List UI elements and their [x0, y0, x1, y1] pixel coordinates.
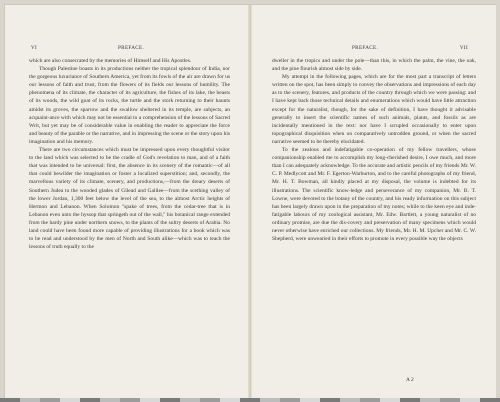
page-body	[29, 57, 230, 251]
paragraph: dweller in the tropics and under the pole—than this, in which the palm, the vine, the oak, and the pine flourish almost side by side.	[272, 58, 476, 73]
page-number: VI	[31, 45, 38, 51]
page-number: VII	[459, 45, 468, 51]
paragraph: Though Palestine boasts in its productions neither the tropical splendour of India, nor the gorgeous luxuriance of Southern America, yet from its fowls of the air are drawn for us our lessons of faith and trust, from the flowers of its fields our lessons of humility. The phenomena of its climate, the character of its agriculture, the fishes of its lake, the beasts of its woods, the wild goat of its rocks, the turtle and the stork returning to their haunts amidst its groves, the sparrow and the swallow sheltered in its temple, are subjects, an acquaint-ance with which may not be essential to a comprehension of the lessons of Sacred Writ, but yet may be of considerable value in enabling the reader to appreciate the force and beauty of the parable or the narrative, and in impressing the scene or the story upon his imagination and his memory.	[29, 66, 230, 145]
paragraph: My attempt in the following pages, which are for the most part a transcript of letters written on the spot, has been simply to convey the observations and impressions of each day as to the scenery, features, and products of the country through which we were passing: and I have kept back those technical details and enumerations which would have little attraction except for the naturalist, though, for the sake of definition, I have thought it advisable generally to insert the scientific names of such animals, plants, and fossils as are incidentally mentioned in the text: nor have I scrupled occasionally to enter upon topographical disquisition when on comparatively untrodden ground, or when the sacred narrative seemed to be thereby elucidated.	[272, 74, 476, 145]
right-page	[251, 5, 496, 398]
left-page	[5, 5, 250, 398]
paragraph: which are also consecrated by the memories of Himself and His Apostles.	[29, 58, 192, 64]
paragraph: There are two circumstances which must be impressed upon every thoughtful visitor to the land which was selected to be the cradle of God's revelation to man, and of a faith that was intended to be universal: first, the absence in its scenery of the romantic—of all that could bewilder the imagination or foster a localized superstition; and, secondly, the marvellous variety of its climate, scenery, and productions,—from the dreary deserts of Southern Judea to the wooded glades of Gilead and Galilee—from the scething valley of the lower Jordan, 1,300 feet below the level of the sea, to the almost Arctic heights of Hermon and Lebanon. When Solomon "spake of trees, from the cedar-tree that is in Lebanon even unto the hyssop that springeth out of the wall," his botanical range extended from the hardy pine under northern snows, to the plants of the sultry deserts of Arabia. No land could have been found more capable of providing illustrations for a book which was to be read and understood by the men of North and South alike—which was to teach the lessons of truth equally to the	[29, 147, 230, 251]
book-spread	[4, 4, 496, 398]
page-body	[272, 57, 476, 243]
signature-mark: A 2	[406, 377, 414, 383]
running-head: PREFACE.	[352, 45, 379, 51]
color-calibration-bar	[0, 398, 500, 402]
running-head: PREFACE.	[118, 45, 145, 51]
paragraph: To the zealous and indefatigable co-operation of my fellow travellers, whose companionship enabled me to accomplish my long-cherished desire, I owe much, and more than I can adequately acknowledge. To the accurate and artistic pencils of my friends Mr. W. C. P. Medlycott and Mr. F. Egerton-Warburton, and to the careful photographs of my friend, Mr. H. T. Bowman, all kindly placed at my disposal, the volume is indebted for its illustrations. The scientific know-ledge and perseverance of my companion, Mr. B. T. Lowne, were devoted to the botany of the country, and his ready information on this subject has been largely drawn upon in the preparation of my notes; while to the keen eye and inde-fatigable labours of my zoological assistant, Mr. Edw. Bartlett, a young naturalist of no ordinary promise, are due the dis-covery and preservation of many specimens which would never otherwise have enriched our collections. My friends, Mr. H. M. Upcher and Mr. C. W. Shepherd, were unwearied in their efforts to promote in every possible way the objects	[272, 147, 476, 243]
